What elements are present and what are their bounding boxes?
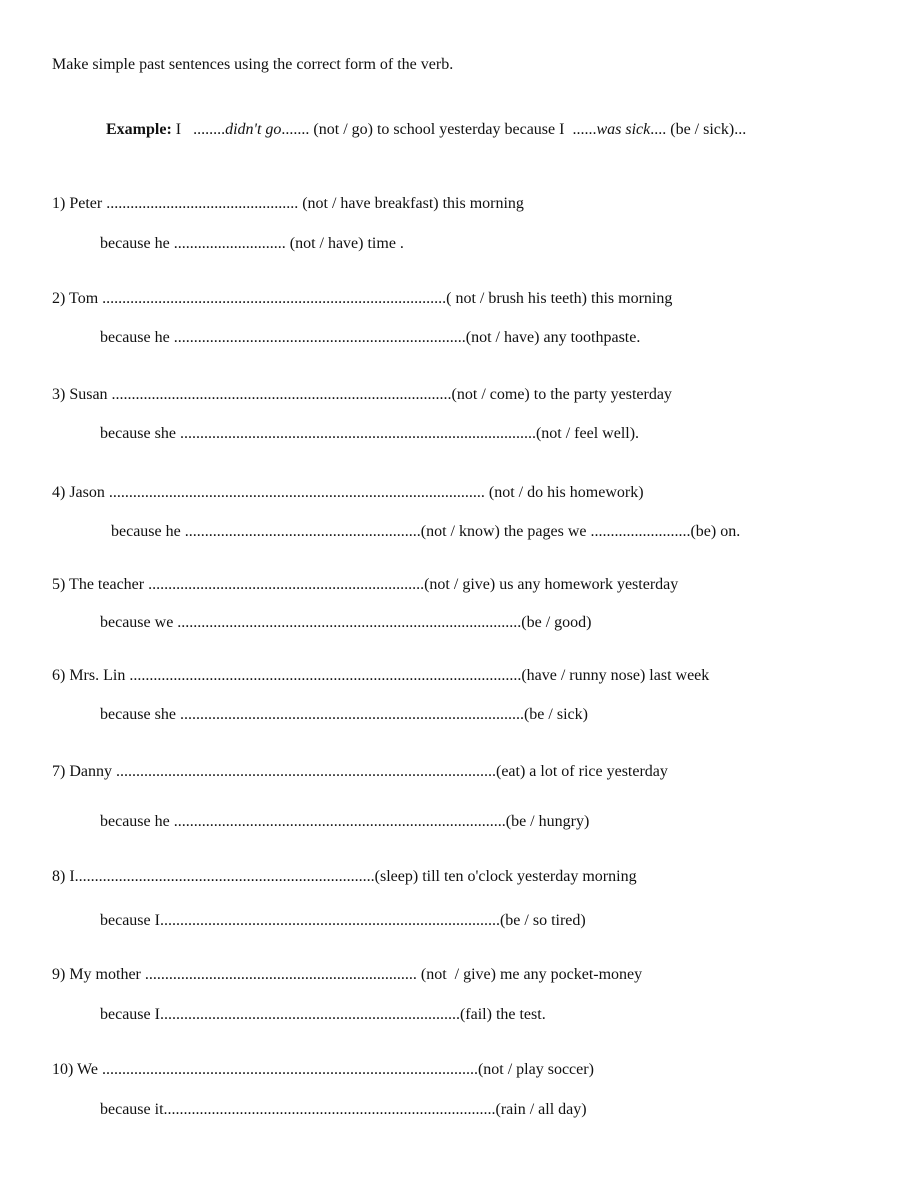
example-answer-1: didn't go bbox=[225, 121, 282, 138]
exercise-4-line-2: because he ...........................................................(not / know) the pages we .........................(be) on. bbox=[111, 523, 741, 540]
example-part-3: .... (be / sick)... bbox=[650, 121, 747, 138]
exercise-5-line-1: 5) The teacher .....................................................................(not / give) us any homework yesterday bbox=[52, 576, 679, 593]
exercise-9-line-1: 9) My mother .................................................................... (not / give) me any pocket-money bbox=[52, 966, 643, 983]
example-answer-2: was sick bbox=[596, 121, 651, 138]
exercise-2-line-1: 2) Tom ......................................................................................( not / brush his teeth) this morning bbox=[52, 290, 673, 307]
exercise-3-line-2: because she .........................................................................................(not / feel well). bbox=[100, 425, 640, 442]
exercise-8-line-2: because I.....................................................................................(be / so tired) bbox=[100, 912, 586, 929]
exercise-10-line-2: because it...................................................................................(rain / all day) bbox=[100, 1101, 587, 1118]
exercise-1-line-1: 1) Peter ................................................ (not / have breakfast) this morning bbox=[52, 195, 524, 212]
exercise-6-line-1: 6) Mrs. Lin ..................................................................................................(have / runny nose) last week bbox=[52, 667, 710, 684]
exercise-4-line-1: 4) Jason .............................................................................................. (not / do his homework) bbox=[52, 484, 644, 501]
exercise-1-line-2: because he ............................ (not / have) time . bbox=[100, 235, 404, 252]
example-part-2: ....... (not / go) to school yesterday because I ...... bbox=[281, 121, 597, 138]
instruction-text: Make simple past sentences using the correct form of the verb. bbox=[52, 56, 454, 73]
example-label: Example: bbox=[106, 121, 172, 138]
exercise-2-line-2: because he .........................................................................(not / have) any toothpaste. bbox=[100, 329, 641, 346]
exercise-9-line-2: because I...........................................................................(fail) the test. bbox=[100, 1006, 546, 1023]
exercise-5-line-2: because we ......................................................................................(be / good) bbox=[100, 614, 592, 631]
exercise-7-line-1: 7) Danny ...............................................................................................(eat) a lot of rice yesterday bbox=[52, 763, 668, 780]
example-part-1: I ........ bbox=[175, 121, 226, 138]
exercise-7-line-2: because he ...................................................................................(be / hungry) bbox=[100, 813, 590, 830]
exercise-6-line-2: because she ......................................................................................(be / sick) bbox=[100, 706, 588, 723]
exercise-3-line-1: 3) Susan .....................................................................................(not / come) to the party yesterday bbox=[52, 386, 672, 403]
example-sentence bbox=[106, 100, 746, 140]
exercise-8-line-1: 8) I...........................................................................(sleep) till ten o'clock yesterday morning bbox=[52, 868, 637, 885]
exercise-10-line-1: 10) We ..............................................................................................(not / play soccer) bbox=[52, 1061, 594, 1078]
